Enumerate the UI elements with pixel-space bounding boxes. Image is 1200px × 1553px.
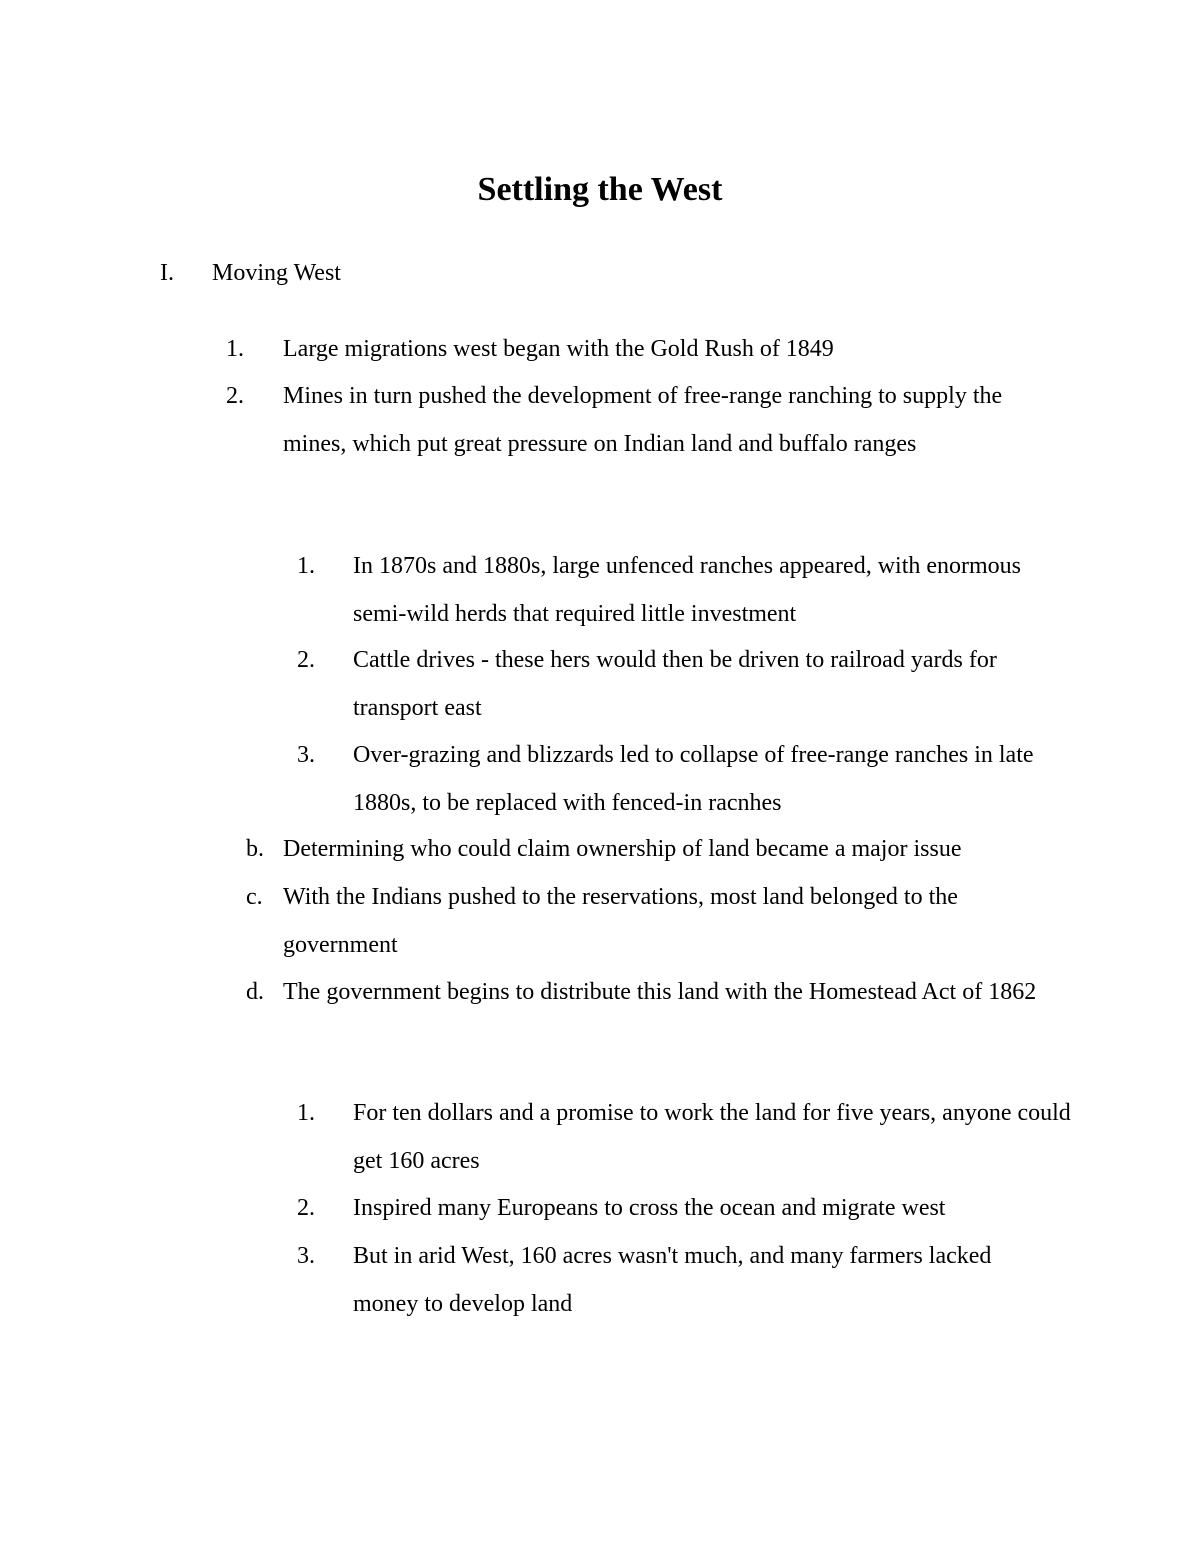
sub-list-item-text: For ten dollars and a promise to work the land for five years, anyone could get 160 acres: [353, 1100, 1071, 1174]
sub-list-item-marker: 1.: [297, 1100, 315, 1126]
sub-list-item-marker: 2.: [297, 647, 315, 673]
list-item-text: With the Indians pushed to the reservations, most land belonged to the government: [283, 884, 958, 958]
sub-list-item-text: Inspired many Europeans to cross the ocean and migrate west: [353, 1195, 946, 1221]
section-marker: I.: [160, 260, 174, 286]
list-item-marker: 1.: [226, 336, 244, 362]
list-item-text: Large migrations west began with the Gold Rush of 1849: [283, 336, 834, 362]
list-item-marker: b.: [246, 836, 264, 862]
list-item-marker: d.: [246, 979, 264, 1005]
sub-list-item-text: But in arid West, 160 acres wasn't much, and many farmers lacked money to develop land: [353, 1243, 992, 1317]
section-heading: Moving West: [212, 260, 341, 286]
list-item-text: Mines in turn pushed the development of free-range ranching to supply the mines, which put great pressure on Indian land and buffalo ranges: [283, 383, 1003, 457]
sub-list-item-marker: 2.: [297, 1195, 315, 1221]
list-item-text: Determining who could claim ownership of land became a major issue: [283, 836, 962, 862]
sub-list-item-marker: 3.: [297, 1243, 315, 1269]
document-title: Settling the West: [477, 171, 723, 208]
sub-list-item-marker: 1.: [297, 553, 315, 579]
list-item-marker: c.: [246, 884, 263, 910]
sub-list-item-text: Over-grazing and blizzards led to collapse of free-range ranches in late 1880s, to be replaced with fenced-in racnhes: [353, 742, 1034, 816]
list-item-marker: 2.: [226, 383, 244, 409]
sub-list-item-marker: 3.: [297, 742, 315, 768]
sub-list-item-text: In 1870s and 1880s, large unfenced ranches appeared, with enormous semi-wild herds that required little investment: [353, 553, 1022, 627]
sub-list-item-text: Cattle drives - these hers would then be driven to railroad yards for transport east: [353, 647, 997, 721]
list-item-text: The government begins to distribute this land with the Homestead Act of 1862: [283, 979, 1037, 1005]
